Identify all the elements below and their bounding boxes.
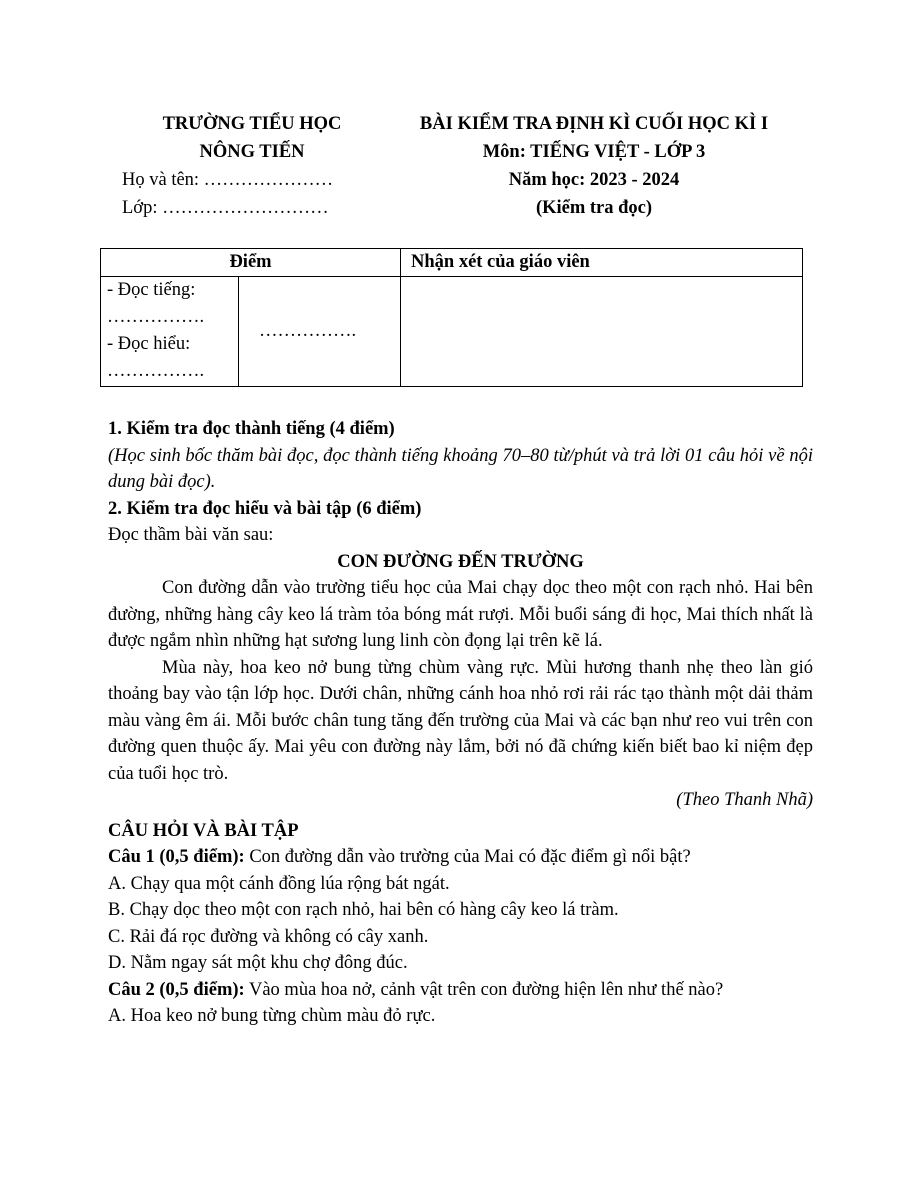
score-items-cell (101, 277, 239, 387)
question-1-option-b[interactable]: B. Chạy dọc theo một con rạch nhỏ, hai bên có hàng cây keo lá tràm. (108, 900, 619, 920)
reading-aloud-score[interactable]: ……………. (107, 307, 205, 327)
question-1 (108, 844, 813, 871)
section1-title: 1. Kiểm tra đọc thành tiếng (4 điểm) (108, 419, 395, 439)
score-table-header-row (101, 249, 803, 277)
question-1-option-c[interactable]: C. Rải đá rọc đường và không có cây xanh. (108, 926, 429, 947)
total-score-cell (239, 277, 401, 387)
total-score-field[interactable]: ……………. (259, 321, 357, 341)
student-class-field[interactable]: Lớp: ……………………… (122, 198, 329, 218)
exam-title: BÀI KIỂM TRA ĐỊNH KÌ CUỐI HỌC KÌ I (419, 114, 769, 134)
question-1-option-a[interactable]: A. Chạy qua một cánh đồng lúa rộng bát ngát. (108, 873, 450, 894)
section2-title: 2. Kiểm tra đọc hiểu và bài tập (6 điểm) (108, 498, 422, 519)
question-1-text: Con đường dẫn vào trường của Mai có đặc điểm gì nổi bật? (244, 847, 691, 867)
question-2-text: Vào mùa hoa nở, cảnh vật trên con đường hiện lên như thế nào? (244, 979, 724, 1000)
score-table (100, 248, 803, 387)
exam-year: Năm học: 2023 - 2024 (508, 170, 680, 190)
question-2-label: Câu 2 (0,5 điểm): (108, 979, 245, 1000)
reading-comp-score[interactable]: ……………. (107, 361, 205, 381)
section1-instruction: (Học sinh bốc thăm bài đọc, đọc thành tiếng khoảng 70–80 từ/phút và trả lời 01 câu hỏi về nội dung bài đọc). (108, 445, 813, 492)
school-name-line1: TRƯỜNG TIỂU HỌC (162, 114, 342, 134)
exam-content (108, 416, 813, 1030)
exam-subject: Môn: TIẾNG VIỆT - LỚP 3 (482, 142, 706, 162)
reading-aloud-label: - Đọc tiếng: (107, 280, 196, 300)
school-name-line2: NÔNG TIẾN (199, 142, 305, 162)
question-1-option-d[interactable]: D. Nằm ngay sát một khu chợ đông đúc. (108, 953, 408, 973)
passage-source: (Theo Thanh Nhã) (676, 790, 813, 810)
score-header: Điểm (101, 249, 401, 277)
question-1-label: Câu 1 (0,5 điểm): (108, 847, 245, 867)
exam-type: (Kiểm tra đọc) (535, 198, 653, 218)
teacher-comment-cell[interactable] (401, 277, 803, 387)
passage-title: CON ĐƯỜNG ĐẾN TRƯỜNG (337, 551, 584, 572)
reading-comp-label: - Đọc hiểu: (107, 334, 191, 354)
exam-header (388, 110, 800, 222)
question-2-option-a[interactable]: A. Hoa keo nở bung từng chùm màu đỏ rực. (108, 1006, 436, 1026)
comment-header: Nhận xét của giáo viên (401, 249, 803, 277)
passage-paragraph-2: Mùa này, hoa keo nở bung từng chùm vàng rực. Mùi hương thanh nhẹ theo làn gió thoảng bay vào tận lớp học. Dưới chân, những cánh hoa nhỏ rơi rải rác tạo thành một dải thảm màu vàng êm ái. Mỗi bước chân tung tăng đến trường của Mai và các bạn như reo vui trên con đường quen thuộc ấy. Mai yêu con đường này lắm, bởi nó đã chứng kiến biết bao kỉ niệm đẹp của tuổi học trò. (108, 657, 813, 784)
school-header (108, 110, 396, 222)
question-2 (108, 977, 813, 1004)
questions-heading: CÂU HỎI VÀ BÀI TẬP (108, 820, 299, 841)
student-name-field[interactable]: Họ và tên: ………………… (122, 170, 334, 190)
passage-paragraph-1: Con đường dẫn vào trường tiểu học của Mai chạy dọc theo một con rạch nhỏ. Hai bên đường, những hàng cây keo lá tràm tỏa bóng mát rượi. Mỗi buổi sáng đi học, Mai thích nhất là được ngắm nhìn những hạt sương lung linh còn đọng lại trên kẽ lá. (108, 578, 813, 651)
section2-instruction: Đọc thầm bài văn sau: (108, 525, 274, 545)
score-table-body-row (101, 277, 803, 387)
